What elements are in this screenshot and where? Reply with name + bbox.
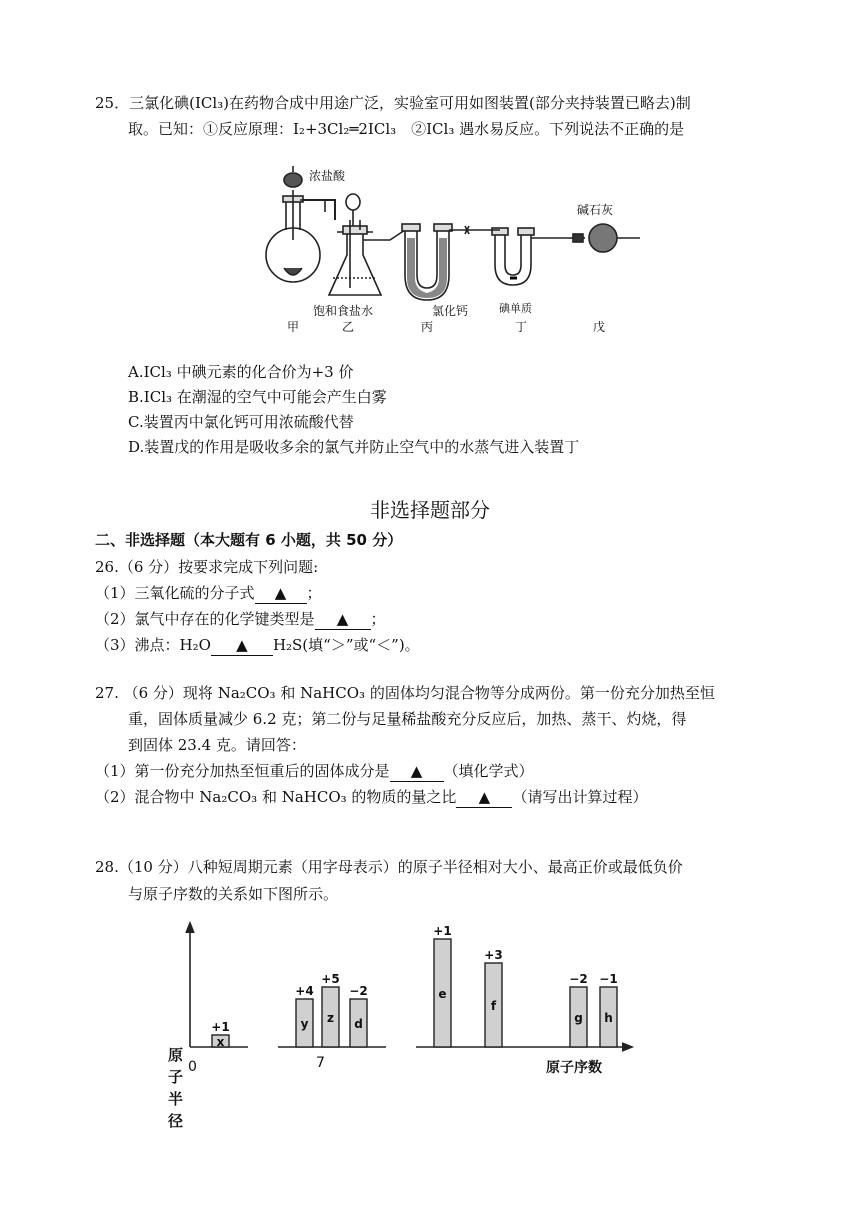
origin-label: 0 [188, 1059, 197, 1075]
connector-tube-1 [303, 200, 335, 220]
q26-part-1-text: （1）三氧化硫的分子式 [95, 584, 255, 602]
q26-part-3 [95, 635, 420, 656]
q27-part-1-end: （填化学式） [443, 762, 534, 780]
answer-blank[interactable]: ▲ [315, 609, 371, 630]
answer-blank[interactable]: ▲ [255, 583, 307, 604]
atomic-radius-chart [160, 915, 640, 1135]
q26-part-2-text: （2）氯气中存在的化学键类型是 [95, 610, 315, 628]
unit-label-jia: 甲 [287, 320, 300, 334]
q26-part-2 [95, 609, 386, 630]
q27-part-2 [95, 787, 647, 808]
q25-line-2: 取。已知：①反应原理：I₂+3Cl₂═2ICl₃ ②ICl₃ 遇水易反应。下列说法不正确的是 [128, 120, 685, 138]
q26-part-1-end: ； [306, 584, 322, 602]
label-cacl2: 氯化钙 [432, 304, 469, 318]
unit-label-wu: 戊 [593, 320, 606, 334]
unit-label-ding: 丁 [515, 320, 528, 334]
y-axis-label-char-2: 子 [168, 1068, 184, 1086]
label-brine: 饱和食盐水 [313, 304, 374, 318]
q25-option-d: D.装置戊的作用是吸收多余的氯气并防止空气中的水蒸气进入装置丁 [128, 438, 580, 456]
label-sodalime: 碱石灰 [577, 203, 614, 217]
x-tick-label: 7 [316, 1055, 325, 1071]
label-hcl: 浓盐酸 [309, 169, 346, 183]
q26-part-3-text: （3）沸点：H₂O [95, 636, 211, 654]
q27-part-1-text: （1）第一份充分加热至恒重后的固体成分是 [95, 762, 390, 780]
apparatus-diagram [255, 160, 655, 340]
unit-label-bing: 丙 [421, 320, 434, 334]
answer-blank[interactable]: ▲ [456, 787, 512, 808]
q26-part-2-end: ； [370, 610, 386, 628]
bar-letter-y: y [300, 1017, 309, 1031]
bar-letter-h: h [604, 1011, 613, 1025]
valence-label-e: +1 [433, 924, 452, 938]
y-axis-label-char-3: 半 [168, 1090, 184, 1108]
answer-blank[interactable]: ▲ [211, 635, 273, 656]
flask-jia [266, 166, 325, 282]
section-subtitle: 二、非选择题（本大题有 6 小题，共 50 分） [95, 531, 403, 549]
conical-flask-yi [329, 194, 405, 295]
bar-letter-f: f [490, 999, 497, 1013]
u-tube-ding [470, 228, 570, 285]
valence-label-d: −2 [349, 984, 368, 998]
answer-blank[interactable]: ▲ [390, 761, 444, 782]
q28-line-2: 与原子序数的关系如下图所示。 [128, 885, 339, 903]
y-axis-label-char-1: 原 [168, 1046, 184, 1064]
valence-label-y: +4 [295, 984, 314, 998]
bar-letter-x: x [216, 1035, 225, 1049]
unit-label-yi: 乙 [342, 320, 355, 334]
x-axis-label: 原子序数 [546, 1060, 602, 1076]
q26-part-3-end: H₂S(填“＞”或“＜”)。 [272, 636, 420, 654]
q26-part-1 [95, 583, 322, 604]
label-iodine: 碘单质 [499, 302, 532, 315]
bar-letter-z: z [327, 1011, 334, 1025]
valence-label-f: +3 [484, 948, 503, 962]
x-axis-arrow [622, 1043, 632, 1051]
y-axis-label-char-4: 径 [168, 1112, 184, 1130]
q25-line-1: 25．三氯化碘(ICl₃)在药物合成中用途广泛，实验室可用如图装置(部分夹持装置已略去)制 [95, 94, 691, 112]
q27-part-2-end: （请写出计算过程） [512, 788, 648, 806]
valence-label-z: +5 [321, 972, 340, 986]
bar-letter-d: d [354, 1017, 363, 1031]
drying-tube-wu [570, 224, 640, 252]
q25-option-b: B.ICl₃ 在潮湿的空气中可能会产生白雾 [128, 388, 387, 406]
valence-label-h: −1 [599, 972, 618, 986]
q27-line-3: 到固体 23.4 克。请回答： [128, 736, 306, 754]
q25-option-c: C.装置丙中氯化钙可用浓硫酸代替 [128, 413, 354, 431]
valence-label-x: +1 [211, 1020, 230, 1034]
q27-part-2-text: （2）混合物中 Na₂CO₃ 和 NaHCO₃ 的物质的量之比 [95, 788, 457, 806]
u-tube-bing [402, 224, 470, 300]
q28-line-1: 28.（10 分）八种短周期元素（用字母表示）的原子半径相对大小、最高正价或最低负价 [95, 858, 683, 876]
q27-line-1: 27. （6 分）现将 Na₂CO₃ 和 NaHCO₃ 的固体均匀混合物等分成两份。第一份充分加热至恒 [95, 684, 715, 702]
q26-stem: 26.（6 分）按要求完成下列问题: [95, 558, 319, 576]
section-title: 非选择题部分 [370, 498, 490, 522]
valence-label-g: −2 [569, 972, 588, 986]
q27-line-2: 重，固体质量减少 6.2 克；第二份与足量稀盐酸充分反应后，加热、蒸干、灼烧，得 [128, 710, 687, 728]
y-axis-arrow [186, 923, 194, 933]
bar-letter-g: g [574, 1011, 583, 1025]
q25-option-a: A.ICl₃ 中碘元素的化合价为+3 价 [128, 363, 354, 381]
bar-letter-e: e [438, 987, 447, 1001]
q27-part-1 [95, 761, 534, 782]
